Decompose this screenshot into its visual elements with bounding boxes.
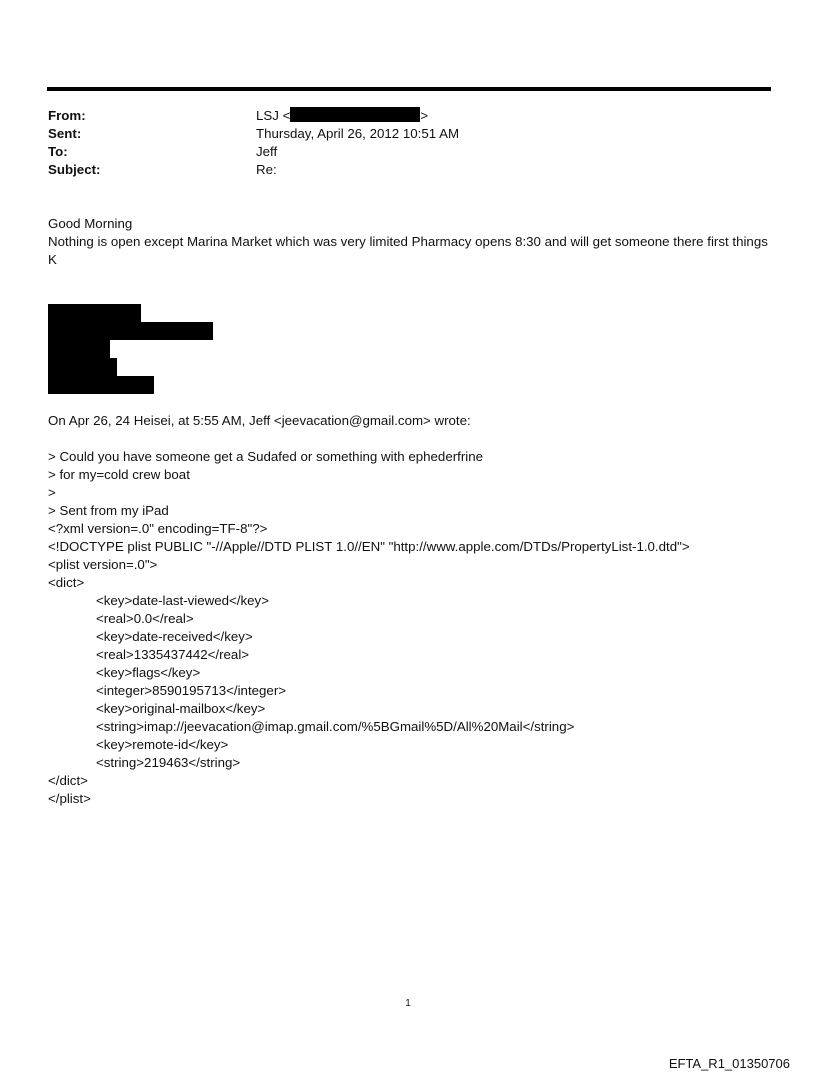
plist-entry: <key>date-received</key> — [96, 629, 253, 644]
email-body — [48, 215, 768, 808]
plist-entry: <string>219463</string> — [96, 755, 241, 770]
greeting: Good Morning — [48, 216, 133, 231]
plist-close-tag: </plist> — [48, 791, 91, 806]
redaction-bar — [48, 322, 213, 340]
plist-entry: <key>flags</key> — [96, 665, 201, 680]
bates-stamp: EFTA_R1_01350706 — [668, 1056, 790, 1071]
dict-close-tag: </dict> — [48, 773, 88, 788]
from-label: From: — [48, 108, 86, 123]
plist-entry: <integer>8590195713</integer> — [96, 683, 287, 698]
plist-entry: <real>1335437442</real> — [96, 647, 250, 662]
plist-xml-declaration: <?xml version=.0" encoding=TF-8"?> — [48, 521, 268, 536]
header-rule — [47, 87, 771, 91]
redaction-bar — [48, 304, 141, 322]
quoted-line: > — [48, 485, 56, 500]
plist-entry: <key>date-last-viewed</key> — [96, 593, 269, 608]
quoted-line: > for my=cold crew boat — [48, 467, 190, 482]
sent-value: Thursday, April 26, 2012 10:51 AM — [256, 126, 460, 141]
from-close: > — [420, 108, 429, 123]
plist-entry: <key>remote-id</key> — [96, 737, 229, 752]
plist-open-tag: <plist version=.0"> — [48, 557, 158, 572]
subject-value: Re: — [256, 162, 277, 177]
dict-open-tag: <dict> — [48, 575, 85, 590]
quote-attribution: On Apr 26, 24 Heisei, at 5:55 AM, Jeff <jeevacation@gmail.com> wrote: — [48, 413, 471, 428]
to-value: Jeff — [256, 144, 278, 159]
sent-label: Sent: — [48, 126, 82, 141]
plist-entry: <real>0.0</real> — [96, 611, 194, 626]
from-name: LSJ < — [256, 108, 291, 123]
redaction-bar — [290, 107, 420, 122]
redaction-bar — [48, 340, 110, 358]
redaction-bar — [48, 358, 117, 376]
subject-label: Subject: — [48, 162, 101, 177]
signature-redactions — [48, 304, 768, 394]
plist-doctype: <!DOCTYPE plist PUBLIC "-//Apple//DTD PLIST 1.0//EN" "http://www.apple.com/DTDs/PropertyList-1.0.dtd"> — [48, 539, 690, 554]
plist-entry: <key>original-mailbox</key> — [96, 701, 266, 716]
plist-entry: <string>imap://jeevacation@imap.gmail.com/%5BGmail%5D/All%20Mail</string> — [96, 719, 575, 734]
message-text: Nothing is open except Marina Market which was very limited Pharmacy opens 8:30 and will get someone there first things K — [48, 234, 768, 267]
page-number: 1 — [405, 998, 411, 1009]
from-value — [256, 107, 428, 125]
redaction-bar — [48, 376, 154, 394]
to-label: To: — [48, 144, 68, 159]
quoted-line: > Could you have someone get a Sudafed or something with ephederfrine — [48, 449, 484, 464]
quoted-line: > Sent from my iPad — [48, 503, 169, 518]
